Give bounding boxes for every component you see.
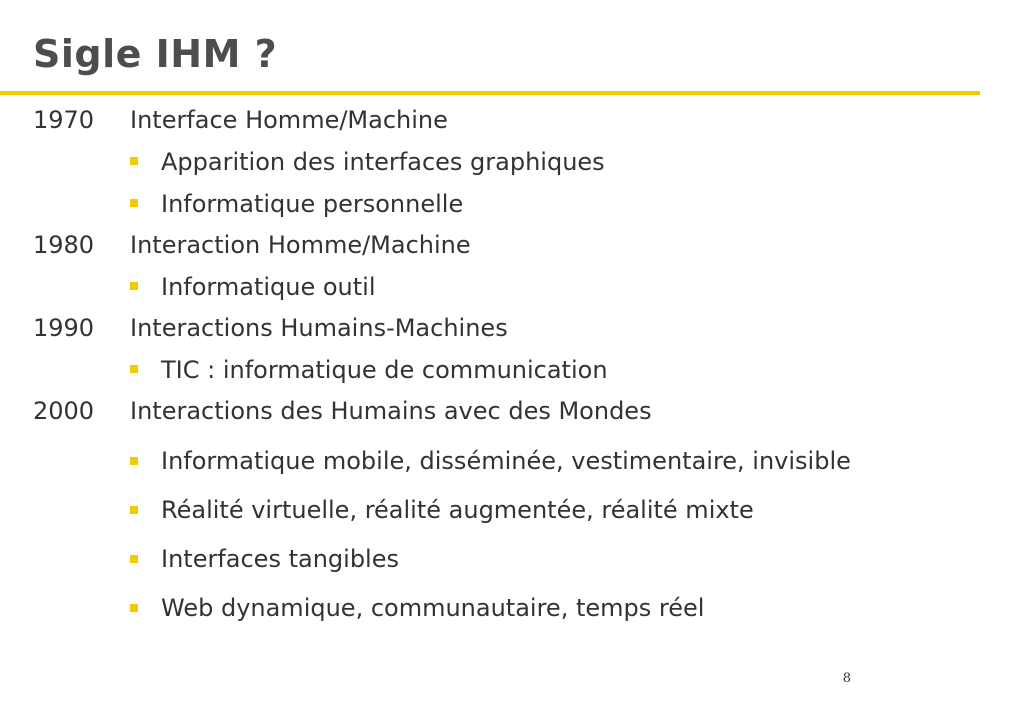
list-item (33, 349, 993, 391)
year-label: 1980 (33, 231, 95, 259)
era-title: Interaction Homme/Machine (130, 231, 471, 259)
square-bullet-icon (130, 555, 138, 563)
page-number: 8 (842, 671, 851, 686)
square-bullet-icon (130, 157, 138, 165)
list-item (33, 535, 993, 584)
square-bullet-icon (130, 604, 138, 612)
list-item-text: Informatique personnelle (161, 190, 464, 218)
year-label: 2000 (33, 397, 95, 425)
list-item-text: Apparition des interfaces graphiques (161, 148, 605, 176)
list-item (33, 141, 993, 183)
timeline-entry-1970 (33, 100, 993, 141)
list-item (33, 183, 993, 225)
list-item (33, 486, 993, 535)
list-item (33, 584, 993, 633)
list-item-text: Web dynamique, communautaire, temps réel (161, 594, 705, 622)
square-bullet-icon (130, 506, 138, 514)
square-bullet-icon (130, 199, 138, 207)
list-item-text: Interfaces tangibles (161, 545, 399, 573)
square-bullet-icon (130, 282, 138, 290)
era-title: Interactions des Humains avec des Mondes (130, 397, 652, 425)
era-title: Interface Homme/Machine (130, 106, 448, 134)
slide-body (33, 100, 993, 633)
timeline-entry-1990 (33, 308, 993, 349)
year-label: 1990 (33, 314, 95, 342)
list-item-text: Informatique outil (161, 273, 376, 301)
square-bullet-icon (130, 365, 138, 373)
era-title: Interactions Humains-Machines (130, 314, 508, 342)
list-item-text: Réalité virtuelle, réalité augmentée, réalité mixte (161, 496, 754, 524)
year-label: 1970 (33, 106, 95, 134)
timeline-entry-2000 (33, 391, 993, 432)
title-underline (0, 91, 980, 95)
square-bullet-icon (130, 457, 138, 465)
list-item-text: TIC : informatique de communication (161, 356, 608, 384)
slide-title: Sigle IHM ? (33, 32, 278, 76)
list-item (33, 266, 993, 308)
timeline-entry-1980 (33, 225, 993, 266)
list-item-text: Informatique mobile, disséminée, vestimentaire, invisible (161, 447, 851, 475)
list-item (33, 437, 993, 486)
